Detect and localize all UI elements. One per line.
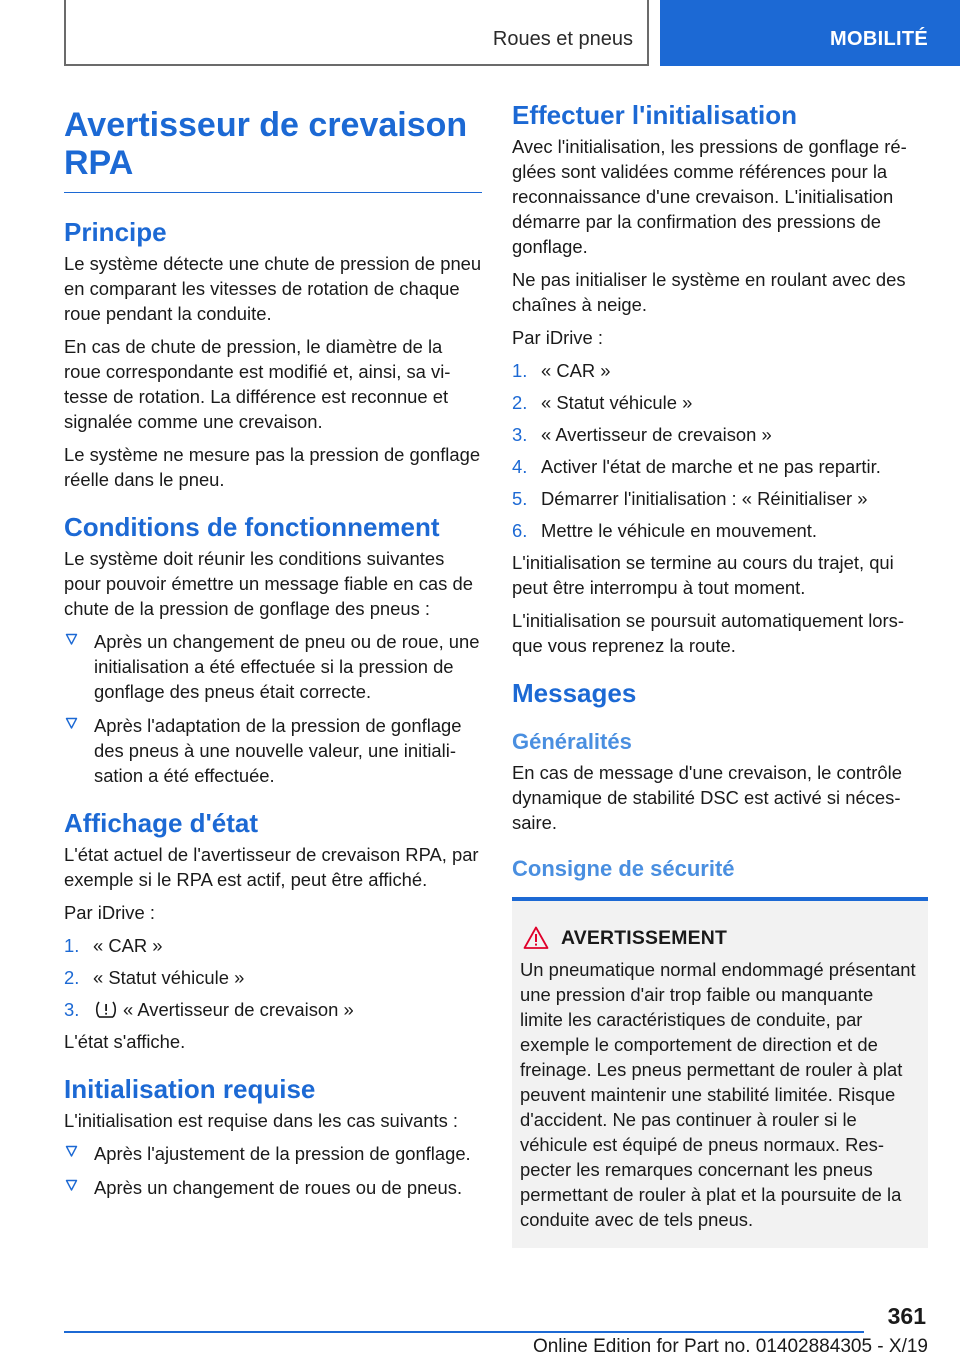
step-number: 4.	[512, 456, 528, 477]
heading-conditions: Conditions de fonctionnement	[64, 512, 440, 542]
heading-affichage: Affichage d'état	[64, 808, 258, 838]
warning-label: AVERTISSEMENT	[561, 926, 727, 949]
step-text: Activer l'état de marche et ne pas repartir.	[541, 456, 881, 477]
step-number: 1.	[512, 360, 528, 381]
affichage-paragraph-3: L'état s'affiche.	[64, 1031, 186, 1052]
list-item	[512, 422, 928, 447]
step-text: « Statut véhicule »	[93, 967, 245, 988]
step-number: 1.	[64, 935, 80, 956]
step-text: « Avertisseur de crevaison »	[123, 999, 354, 1020]
list-item	[512, 454, 928, 479]
heading-principe: Principe	[64, 217, 167, 247]
list-item	[512, 390, 928, 415]
step-number: 5.	[512, 488, 528, 509]
affichage-steps	[64, 933, 482, 1022]
step-text: « Statut véhicule »	[541, 392, 693, 413]
list-item	[64, 1141, 482, 1166]
list-item-text: Après l'adaptation de la pression de gonflage des pneus à une nouvelle valeur, une initialisation a été effectuée.	[94, 715, 462, 786]
list-item	[512, 486, 928, 511]
step-text: Mettre le véhicule en mouvement.	[541, 520, 817, 541]
list-item	[512, 518, 928, 543]
heading-generalites: Généralités	[512, 729, 632, 754]
triangle-bullet-icon	[65, 1179, 78, 1192]
footer-rule	[64, 1331, 864, 1333]
warning-text: Un pneumatique normal endommagé présentant une pression d'air trop faible ou manquante limite les caractéristiques de conduite, par exemple le comportement de direction et de freinage. Les pneus permettant de rouler à plat peuvent maintenir une stabilité limitée. Risque d'accident. Ne pas continuer à rouler si le véhicule est équipé de pneus normaux. Respecter les remarques concernant les pneus permettant de rouler à plat et la poursuite de la conduite avec de tels pneus.	[520, 959, 916, 1230]
step-number: 3.	[512, 424, 528, 445]
triangle-bullet-icon	[65, 717, 78, 730]
affichage-paragraph-2: Par iDrive :	[64, 902, 155, 923]
header-chapter-tab	[660, 0, 960, 66]
warning-triangle-icon	[523, 925, 549, 951]
initialisation-intro: L'initialisation est requise dans les cas suivants :	[64, 1110, 459, 1131]
effectuer-paragraph-2: Ne pas initialiser le système en roulant avec des chaînes à neige.	[512, 269, 906, 315]
page-title: Avertisseur de crevaison RPA	[64, 106, 482, 193]
effectuer-paragraph-4: L'initialisation se termine au cours du trajet, qui peut être interrompu à tout moment.	[512, 552, 894, 598]
list-item	[64, 997, 482, 1022]
affichage-paragraph-1: L'état actuel de l'avertisseur de crevaison RPA, par exemple si le RPA est actif, peut être affiché.	[64, 844, 479, 890]
effectuer-paragraph-1: Avec l'initialisation, les pressions de gonflage réglées sont validées comme références pour la reconnaissance d'une crevaison. L'initialisation démarre par la confirmation des pressions de gonflage.	[512, 136, 907, 257]
left-column	[64, 100, 482, 1209]
heading-initialisation: Initialisation requise	[64, 1074, 316, 1104]
effectuer-paragraph-3: Par iDrive :	[512, 327, 603, 348]
step-number: 2.	[64, 967, 80, 988]
header-chapter-title: MOBILITÉ	[830, 28, 928, 50]
step-text: Démarrer l'initialisation : « Réinitialiser »	[541, 488, 868, 509]
right-column	[512, 100, 928, 1248]
header-section-title: Roues et pneus	[492, 28, 633, 50]
conditions-list	[64, 629, 482, 788]
list-item	[512, 358, 928, 383]
heading-messages: Messages	[512, 678, 637, 708]
principe-paragraph-3: Le système ne mesure pas la pression de gonflage réelle dans le pneu.	[64, 444, 481, 490]
tire-pressure-warning-icon	[95, 1000, 117, 1020]
effectuer-paragraph-5: L'initialisation se poursuit automatiquement lorsque vous reprenez la route.	[512, 610, 904, 656]
initialisation-list	[64, 1141, 482, 1200]
list-item-text: Après un changement de pneu ou de roue, une initialisation a été effectuée si la pression de gonflage des pneus était correcte.	[94, 631, 480, 702]
step-number: 3.	[64, 999, 80, 1020]
conditions-intro: Le système doit réunir les conditions suivantes pour pouvoir émettre un message fiable en cas de chute de la pression de gonflage des pneus :	[64, 548, 473, 619]
list-item	[64, 629, 482, 704]
triangle-bullet-icon	[65, 633, 78, 646]
step-text: « Avertisseur de crevaison »	[541, 424, 772, 445]
principe-paragraph-2: En cas de chute de pression, le diamètre de la roue correspondante est modifié et, ainsi, sa vitesse de rotation. La différence est reconnue et signalée comme une crevaison.	[64, 336, 451, 432]
step-number: 6.	[512, 520, 528, 541]
header-section-box	[64, 0, 649, 66]
list-item	[64, 965, 482, 990]
warning-header	[520, 925, 920, 951]
list-item	[64, 713, 482, 788]
list-item	[64, 933, 482, 958]
step-text: « CAR »	[541, 360, 611, 381]
generalites-paragraph: En cas de message d'une crevaison, le contrôle dynamique de stabilité DSC est activé si nécessaire.	[512, 762, 902, 833]
triangle-bullet-icon	[65, 1145, 78, 1158]
list-item-text: Après un changement de roues ou de pneus.	[94, 1177, 463, 1198]
effectuer-steps	[512, 358, 928, 543]
heading-consigne: Consigne de sécurité	[512, 856, 735, 881]
list-item-text: Après l'ajustement de la pression de gonflage.	[94, 1143, 471, 1164]
step-text: « CAR »	[93, 935, 163, 956]
warning-box	[512, 897, 928, 1248]
footer-edition: Online Edition for Part no. 01402884305 - X/19	[532, 1336, 928, 1357]
step-number: 2.	[512, 392, 528, 413]
page-number: 361	[887, 1303, 926, 1329]
list-item	[64, 1175, 482, 1200]
principe-paragraph-1: Le système détecte une chute de pression de pneu en comparant les vitesses de rotation de chaque roue pendant la conduite.	[64, 253, 482, 324]
heading-effectuer: Effectuer l'initialisation	[512, 100, 798, 130]
